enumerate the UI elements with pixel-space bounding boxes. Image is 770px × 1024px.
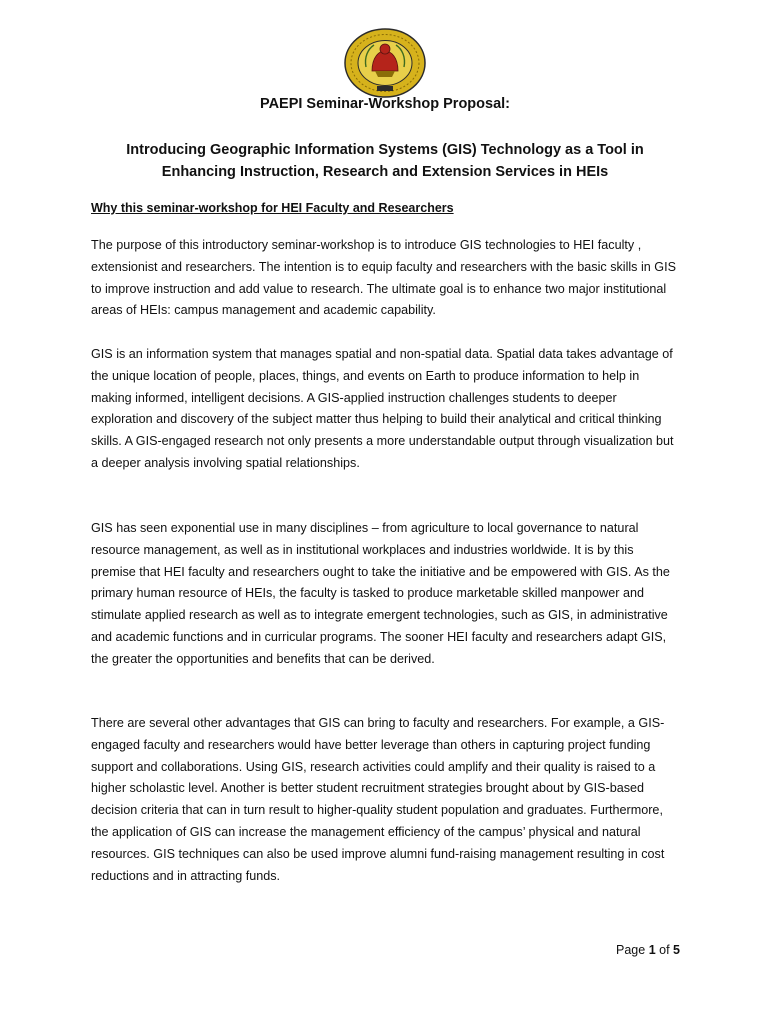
page-number [616,943,680,957]
paragraph-gis-definition: GIS is an information system that manages spatial and non-spatial data. Spatial data takes advantage of the unique location of people, places, things, and events on Earth to produce information to help in making informed, intelligent decisions. A GIS-applied instruction challenges students to deeper exploration and discovery of the subject matter thus helping to build their analytical and critical thinking skills. A GIS-engaged research not only presents a more understandable output through visualization but a deeper analysis involving spatial relationships. [91,347,674,470]
paragraph-gis-use: GIS has seen exponential use in many disciplines – from agriculture to local governance to natural resource management, as well as in institutional workplaces and industries worldwide. It is by this premise that HEI faculty and researchers ought to take the initiative and be empowered with GIS. As the primary human resource of HEIs, the faculty is tasked to produce marketable skilled manpower and stimulate applied research as well as to integrate emergent technologies, such as GIS, in administrative and academic functions and in curricular programs. The sooner HEI faculty and researchers adapt GIS, the greater the opportunities and benefits that can be derived. [91,521,670,666]
paragraph-advantages: There are several other advantages that GIS can bring to faculty and researchers. For example, a GIS-engaged faculty and researchers would have better leverage than others in capturing project funding support and collaborations. Using GIS, research activities could amplify and their quality is raised to a higher scholastic level. Another is better student recruitment strategies brought about by GIS-based decision criteria that can in turn result to higher-quality student population and graduates. Furthermore, the application of GIS can increase the management efficiency of the campus’ physical and natural resources. GIS techniques can also be used improve alumni fund-raising management resulting in cost reductions and in attracting funds. [91,716,665,883]
page-current: 1 [648,943,656,957]
document-subtitle [0,139,770,183]
section-heading: Why this seminar-workshop for HEI Faculty and Researchers [91,201,454,215]
page-total: 5 [673,943,680,957]
subtitle-line-1: Introducing Geographic Information Systems (GIS) Technology as a Tool in [126,142,644,158]
organization-seal-icon [342,27,428,99]
page-label: Page [616,943,646,957]
paragraph-purpose: The purpose of this introductory seminar-workshop is to introduce GIS technologies to HEI faculty , extensionist and researchers. The intention is to equip faculty and researchers with the basic skills in GIS to improve instruction and add value to research. The ultimate goal is to enhance two major institutional areas of HEIs: campus management and academic capability. [91,238,676,318]
document-title: PAEPI Seminar-Workshop Proposal: [259,96,511,112]
subtitle-line-2: Enhancing Instruction, Research and Extension Services in HEIs [161,164,609,180]
page-of: of [659,943,670,957]
